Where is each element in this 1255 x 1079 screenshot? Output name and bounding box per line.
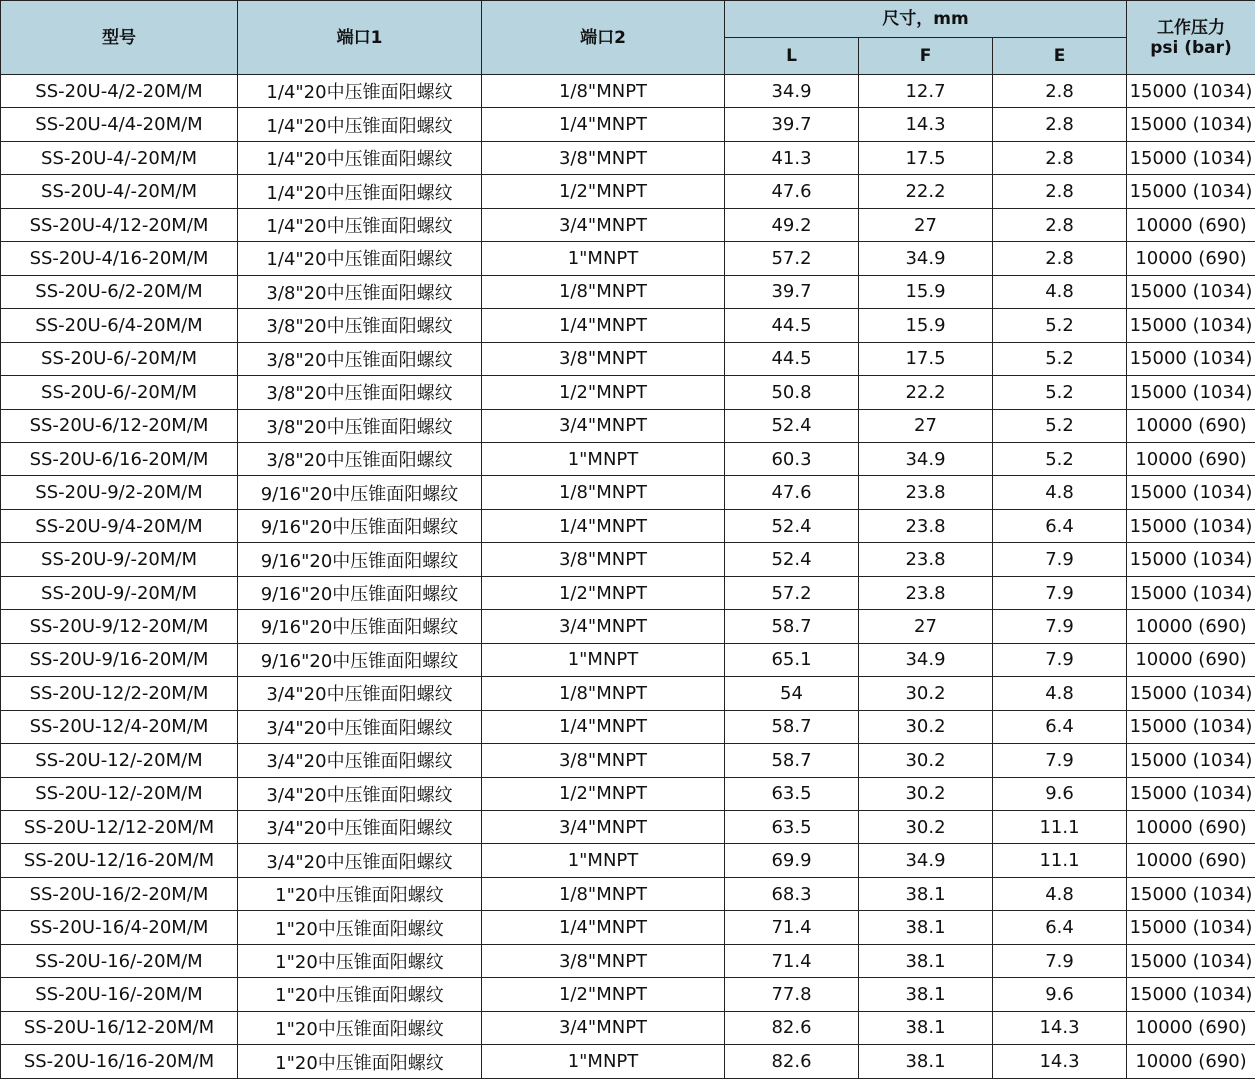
cell-port1: 9/16"20中压锥面阳螺纹 bbox=[238, 509, 482, 542]
cell-working-pressure: 15000 (1034) bbox=[1127, 978, 1255, 1011]
cell-size-l: 39.7 bbox=[725, 275, 859, 308]
cell-size-f: 22.2 bbox=[859, 175, 993, 208]
cell-size-l: 58.7 bbox=[725, 710, 859, 743]
cell-size-f: 30.2 bbox=[859, 810, 993, 843]
cell-port2: 1/8"MNPT bbox=[482, 275, 725, 308]
cell-port2: 1/8"MNPT bbox=[482, 677, 725, 710]
header-working-pressure bbox=[1127, 1, 1255, 75]
cell-model: SS-20U-12/-20M/M bbox=[1, 744, 238, 777]
cell-size-f: 30.2 bbox=[859, 677, 993, 710]
header-port1: 端口1 bbox=[238, 1, 482, 75]
cell-working-pressure: 15000 (1034) bbox=[1127, 141, 1255, 174]
cell-working-pressure: 10000 (690) bbox=[1127, 1011, 1255, 1044]
cell-port1: 1/4"20中压锥面阳螺纹 bbox=[238, 175, 482, 208]
cell-size-e: 5.2 bbox=[993, 309, 1127, 342]
cell-port2: 1"MNPT bbox=[482, 643, 725, 676]
table-header bbox=[1, 1, 1255, 75]
cell-size-l: 63.5 bbox=[725, 777, 859, 810]
table-row bbox=[1, 376, 1255, 409]
cell-working-pressure: 15000 (1034) bbox=[1127, 342, 1255, 375]
cell-model: SS-20U-9/2-20M/M bbox=[1, 476, 238, 509]
table-row bbox=[1, 543, 1255, 576]
cell-model: SS-20U-16/2-20M/M bbox=[1, 877, 238, 910]
table-row bbox=[1, 610, 1255, 643]
cell-size-e: 2.8 bbox=[993, 108, 1127, 141]
cell-port2: 1/4"MNPT bbox=[482, 108, 725, 141]
cell-size-f: 12.7 bbox=[859, 75, 993, 108]
cell-model: SS-20U-9/16-20M/M bbox=[1, 643, 238, 676]
table-row bbox=[1, 576, 1255, 609]
cell-port1: 1/4"20中压锥面阳螺纹 bbox=[238, 75, 482, 108]
cell-size-f: 14.3 bbox=[859, 108, 993, 141]
cell-port2: 1/8"MNPT bbox=[482, 476, 725, 509]
cell-size-e: 4.8 bbox=[993, 275, 1127, 308]
table-row bbox=[1, 677, 1255, 710]
cell-size-e: 9.6 bbox=[993, 978, 1127, 1011]
cell-size-e: 7.9 bbox=[993, 744, 1127, 777]
header-size-f: F bbox=[859, 38, 993, 75]
cell-working-pressure: 10000 (690) bbox=[1127, 242, 1255, 275]
cell-port1: 1/4"20中压锥面阳螺纹 bbox=[238, 242, 482, 275]
cell-size-f: 38.1 bbox=[859, 911, 993, 944]
cell-size-f: 34.9 bbox=[859, 643, 993, 676]
cell-model: SS-20U-4/16-20M/M bbox=[1, 242, 238, 275]
cell-size-f: 30.2 bbox=[859, 744, 993, 777]
cell-model: SS-20U-4/12-20M/M bbox=[1, 208, 238, 241]
cell-size-l: 47.6 bbox=[725, 175, 859, 208]
cell-size-l: 47.6 bbox=[725, 476, 859, 509]
table-row bbox=[1, 877, 1255, 910]
cell-size-e: 9.6 bbox=[993, 777, 1127, 810]
table-row bbox=[1, 1045, 1255, 1079]
cell-model: SS-20U-9/4-20M/M bbox=[1, 509, 238, 542]
cell-size-f: 38.1 bbox=[859, 978, 993, 1011]
table-row bbox=[1, 409, 1255, 442]
cell-size-l: 54 bbox=[725, 677, 859, 710]
cell-working-pressure: 10000 (690) bbox=[1127, 810, 1255, 843]
cell-size-e: 7.9 bbox=[993, 576, 1127, 609]
cell-size-e: 7.9 bbox=[993, 610, 1127, 643]
cell-port2: 1/4"MNPT bbox=[482, 309, 725, 342]
cell-working-pressure: 15000 (1034) bbox=[1127, 509, 1255, 542]
cell-size-e: 2.8 bbox=[993, 141, 1127, 174]
table-row bbox=[1, 75, 1255, 108]
cell-port2: 1/2"MNPT bbox=[482, 175, 725, 208]
cell-size-e: 2.8 bbox=[993, 208, 1127, 241]
cell-port1: 1"20中压锥面阳螺纹 bbox=[238, 877, 482, 910]
table-row bbox=[1, 844, 1255, 877]
table-row bbox=[1, 476, 1255, 509]
table-row bbox=[1, 744, 1255, 777]
cell-working-pressure: 10000 (690) bbox=[1127, 1045, 1255, 1079]
cell-port2: 1"MNPT bbox=[482, 242, 725, 275]
cell-size-l: 71.4 bbox=[725, 911, 859, 944]
cell-working-pressure: 15000 (1034) bbox=[1127, 944, 1255, 977]
cell-model: SS-20U-6/-20M/M bbox=[1, 342, 238, 375]
cell-size-e: 2.8 bbox=[993, 242, 1127, 275]
table-row bbox=[1, 777, 1255, 810]
cell-model: SS-20U-9/-20M/M bbox=[1, 576, 238, 609]
cell-model: SS-20U-4/-20M/M bbox=[1, 141, 238, 174]
cell-port1: 9/16"20中压锥面阳螺纹 bbox=[238, 576, 482, 609]
table-row bbox=[1, 175, 1255, 208]
cell-size-e: 14.3 bbox=[993, 1045, 1127, 1079]
cell-working-pressure: 10000 (690) bbox=[1127, 409, 1255, 442]
cell-port2: 1/4"MNPT bbox=[482, 710, 725, 743]
header-port2: 端口2 bbox=[482, 1, 725, 75]
cell-working-pressure: 15000 (1034) bbox=[1127, 911, 1255, 944]
cell-model: SS-20U-12/4-20M/M bbox=[1, 710, 238, 743]
cell-size-e: 5.2 bbox=[993, 342, 1127, 375]
table-row bbox=[1, 710, 1255, 743]
cell-working-pressure: 15000 (1034) bbox=[1127, 175, 1255, 208]
cell-size-l: 50.8 bbox=[725, 376, 859, 409]
cell-model: SS-20U-6/12-20M/M bbox=[1, 409, 238, 442]
cell-size-f: 38.1 bbox=[859, 1011, 993, 1044]
cell-port1: 3/8"20中压锥面阳螺纹 bbox=[238, 275, 482, 308]
cell-size-e: 2.8 bbox=[993, 75, 1127, 108]
cell-working-pressure: 10000 (690) bbox=[1127, 610, 1255, 643]
cell-size-l: 44.5 bbox=[725, 309, 859, 342]
cell-size-f: 15.9 bbox=[859, 275, 993, 308]
cell-port1: 1/4"20中压锥面阳螺纹 bbox=[238, 208, 482, 241]
table-body bbox=[1, 75, 1255, 1079]
cell-size-f: 22.2 bbox=[859, 376, 993, 409]
cell-model: SS-20U-12/-20M/M bbox=[1, 777, 238, 810]
table-row bbox=[1, 1011, 1255, 1044]
cell-size-l: 71.4 bbox=[725, 944, 859, 977]
cell-port2: 1/2"MNPT bbox=[482, 376, 725, 409]
cell-size-l: 52.4 bbox=[725, 409, 859, 442]
cell-size-e: 4.8 bbox=[993, 677, 1127, 710]
cell-size-l: 34.9 bbox=[725, 75, 859, 108]
cell-size-f: 34.9 bbox=[859, 242, 993, 275]
cell-size-e: 2.8 bbox=[993, 175, 1127, 208]
cell-model: SS-20U-16/4-20M/M bbox=[1, 911, 238, 944]
cell-model: SS-20U-12/16-20M/M bbox=[1, 844, 238, 877]
cell-model: SS-20U-12/2-20M/M bbox=[1, 677, 238, 710]
cell-working-pressure: 15000 (1034) bbox=[1127, 744, 1255, 777]
cell-port2: 1/8"MNPT bbox=[482, 877, 725, 910]
table-row bbox=[1, 944, 1255, 977]
cell-working-pressure: 10000 (690) bbox=[1127, 442, 1255, 475]
table-row bbox=[1, 978, 1255, 1011]
cell-size-e: 5.2 bbox=[993, 409, 1127, 442]
cell-size-e: 7.9 bbox=[993, 543, 1127, 576]
cell-port2: 1/2"MNPT bbox=[482, 576, 725, 609]
cell-port2: 3/4"MNPT bbox=[482, 208, 725, 241]
cell-size-f: 38.1 bbox=[859, 877, 993, 910]
cell-size-f: 23.8 bbox=[859, 476, 993, 509]
cell-model: SS-20U-9/12-20M/M bbox=[1, 610, 238, 643]
cell-model: SS-20U-16/-20M/M bbox=[1, 944, 238, 977]
cell-port2: 3/4"MNPT bbox=[482, 810, 725, 843]
cell-size-f: 23.8 bbox=[859, 509, 993, 542]
table-row bbox=[1, 208, 1255, 241]
cell-port1: 3/8"20中压锥面阳螺纹 bbox=[238, 309, 482, 342]
cell-size-f: 27 bbox=[859, 208, 993, 241]
cell-port1: 3/8"20中压锥面阳螺纹 bbox=[238, 342, 482, 375]
cell-size-f: 15.9 bbox=[859, 309, 993, 342]
cell-port2: 3/8"MNPT bbox=[482, 944, 725, 977]
cell-working-pressure: 15000 (1034) bbox=[1127, 376, 1255, 409]
cell-port2: 3/4"MNPT bbox=[482, 409, 725, 442]
cell-size-f: 17.5 bbox=[859, 141, 993, 174]
cell-size-f: 34.9 bbox=[859, 844, 993, 877]
cell-port2: 1/2"MNPT bbox=[482, 777, 725, 810]
cell-size-e: 6.4 bbox=[993, 509, 1127, 542]
cell-port1: 3/4"20中压锥面阳螺纹 bbox=[238, 777, 482, 810]
header-size-e: E bbox=[993, 38, 1127, 75]
header-size-group: 尺寸，mm bbox=[725, 1, 1127, 38]
cell-port2: 1/4"MNPT bbox=[482, 911, 725, 944]
cell-size-e: 7.9 bbox=[993, 643, 1127, 676]
cell-size-l: 82.6 bbox=[725, 1045, 859, 1079]
table-row bbox=[1, 911, 1255, 944]
cell-port2: 3/4"MNPT bbox=[482, 1011, 725, 1044]
cell-model: SS-20U-4/-20M/M bbox=[1, 175, 238, 208]
table-row bbox=[1, 509, 1255, 542]
header-pressure-line2: psi (bar) bbox=[1150, 37, 1232, 58]
cell-size-l: 52.4 bbox=[725, 509, 859, 542]
cell-port2: 1/2"MNPT bbox=[482, 978, 725, 1011]
cell-port1: 1/4"20中压锥面阳螺纹 bbox=[238, 108, 482, 141]
cell-port2: 3/8"MNPT bbox=[482, 342, 725, 375]
cell-working-pressure: 15000 (1034) bbox=[1127, 309, 1255, 342]
cell-port2: 3/8"MNPT bbox=[482, 141, 725, 174]
cell-port1: 9/16"20中压锥面阳螺纹 bbox=[238, 610, 482, 643]
cell-size-e: 7.9 bbox=[993, 944, 1127, 977]
cell-model: SS-20U-4/2-20M/M bbox=[1, 75, 238, 108]
cell-size-l: 63.5 bbox=[725, 810, 859, 843]
header-model: 型号 bbox=[1, 1, 238, 75]
cell-working-pressure: 10000 (690) bbox=[1127, 643, 1255, 676]
cell-size-e: 11.1 bbox=[993, 810, 1127, 843]
cell-size-f: 30.2 bbox=[859, 777, 993, 810]
cell-size-l: 65.1 bbox=[725, 643, 859, 676]
table-row bbox=[1, 275, 1255, 308]
cell-port1: 3/4"20中压锥面阳螺纹 bbox=[238, 744, 482, 777]
cell-working-pressure: 15000 (1034) bbox=[1127, 777, 1255, 810]
cell-port1: 3/8"20中压锥面阳螺纹 bbox=[238, 442, 482, 475]
cell-size-e: 5.2 bbox=[993, 376, 1127, 409]
cell-working-pressure: 10000 (690) bbox=[1127, 844, 1255, 877]
table-row bbox=[1, 342, 1255, 375]
cell-working-pressure: 15000 (1034) bbox=[1127, 75, 1255, 108]
cell-port2: 1/4"MNPT bbox=[482, 509, 725, 542]
cell-size-e: 4.8 bbox=[993, 476, 1127, 509]
cell-size-e: 11.1 bbox=[993, 844, 1127, 877]
table-row bbox=[1, 643, 1255, 676]
cell-port2: 1"MNPT bbox=[482, 844, 725, 877]
cell-port1: 1"20中压锥面阳螺纹 bbox=[238, 944, 482, 977]
cell-size-f: 27 bbox=[859, 409, 993, 442]
cell-model: SS-20U-6/4-20M/M bbox=[1, 309, 238, 342]
cell-working-pressure: 15000 (1034) bbox=[1127, 108, 1255, 141]
cell-port2: 1/8"MNPT bbox=[482, 75, 725, 108]
cell-model: SS-20U-16/-20M/M bbox=[1, 978, 238, 1011]
cell-size-l: 39.7 bbox=[725, 108, 859, 141]
cell-working-pressure: 15000 (1034) bbox=[1127, 543, 1255, 576]
cell-port1: 3/4"20中压锥面阳螺纹 bbox=[238, 810, 482, 843]
header-size-l: L bbox=[725, 38, 859, 75]
cell-port1: 3/8"20中压锥面阳螺纹 bbox=[238, 376, 482, 409]
cell-size-l: 57.2 bbox=[725, 576, 859, 609]
table-row bbox=[1, 141, 1255, 174]
cell-size-l: 57.2 bbox=[725, 242, 859, 275]
cell-size-e: 5.2 bbox=[993, 442, 1127, 475]
cell-model: SS-20U-12/12-20M/M bbox=[1, 810, 238, 843]
cell-port2: 1"MNPT bbox=[482, 1045, 725, 1079]
cell-size-l: 58.7 bbox=[725, 744, 859, 777]
cell-model: SS-20U-16/12-20M/M bbox=[1, 1011, 238, 1044]
cell-port2: 3/8"MNPT bbox=[482, 744, 725, 777]
cell-model: SS-20U-6/-20M/M bbox=[1, 376, 238, 409]
cell-port2: 3/4"MNPT bbox=[482, 610, 725, 643]
cell-model: SS-20U-6/2-20M/M bbox=[1, 275, 238, 308]
table-row bbox=[1, 810, 1255, 843]
cell-port2: 3/8"MNPT bbox=[482, 543, 725, 576]
header-row-top bbox=[1, 1, 1255, 38]
cell-size-l: 60.3 bbox=[725, 442, 859, 475]
cell-working-pressure: 15000 (1034) bbox=[1127, 710, 1255, 743]
cell-working-pressure: 15000 (1034) bbox=[1127, 476, 1255, 509]
cell-size-f: 30.2 bbox=[859, 710, 993, 743]
cell-size-l: 49.2 bbox=[725, 208, 859, 241]
cell-size-f: 38.1 bbox=[859, 944, 993, 977]
cell-size-f: 27 bbox=[859, 610, 993, 643]
cell-model: SS-20U-16/16-20M/M bbox=[1, 1045, 238, 1079]
cell-port1: 1"20中压锥面阳螺纹 bbox=[238, 1011, 482, 1044]
cell-port1: 1"20中压锥面阳螺纹 bbox=[238, 1045, 482, 1079]
cell-size-l: 69.9 bbox=[725, 844, 859, 877]
cell-port1: 1"20中压锥面阳螺纹 bbox=[238, 978, 482, 1011]
cell-size-f: 23.8 bbox=[859, 576, 993, 609]
cell-size-f: 23.8 bbox=[859, 543, 993, 576]
table-row bbox=[1, 242, 1255, 275]
cell-model: SS-20U-4/4-20M/M bbox=[1, 108, 238, 141]
cell-port1: 3/4"20中压锥面阳螺纹 bbox=[238, 844, 482, 877]
table-row bbox=[1, 309, 1255, 342]
cell-working-pressure: 15000 (1034) bbox=[1127, 275, 1255, 308]
cell-working-pressure: 10000 (690) bbox=[1127, 208, 1255, 241]
cell-port2: 1"MNPT bbox=[482, 442, 725, 475]
cell-port1: 3/4"20中压锥面阳螺纹 bbox=[238, 677, 482, 710]
cell-working-pressure: 15000 (1034) bbox=[1127, 576, 1255, 609]
cell-size-l: 52.4 bbox=[725, 543, 859, 576]
cell-size-f: 34.9 bbox=[859, 442, 993, 475]
cell-size-l: 41.3 bbox=[725, 141, 859, 174]
cell-port1: 3/4"20中压锥面阳螺纹 bbox=[238, 710, 482, 743]
cell-port1: 1/4"20中压锥面阳螺纹 bbox=[238, 141, 482, 174]
cell-model: SS-20U-9/-20M/M bbox=[1, 543, 238, 576]
cell-size-f: 38.1 bbox=[859, 1045, 993, 1079]
cell-port1: 3/8"20中压锥面阳螺纹 bbox=[238, 409, 482, 442]
cell-size-l: 77.8 bbox=[725, 978, 859, 1011]
cell-size-e: 4.8 bbox=[993, 877, 1127, 910]
cell-size-e: 14.3 bbox=[993, 1011, 1127, 1044]
cell-model: SS-20U-6/16-20M/M bbox=[1, 442, 238, 475]
table-row bbox=[1, 108, 1255, 141]
cell-size-l: 82.6 bbox=[725, 1011, 859, 1044]
cell-working-pressure: 15000 (1034) bbox=[1127, 677, 1255, 710]
cell-working-pressure: 15000 (1034) bbox=[1127, 877, 1255, 910]
cell-size-l: 68.3 bbox=[725, 877, 859, 910]
table-row bbox=[1, 442, 1255, 475]
cell-size-e: 6.4 bbox=[993, 911, 1127, 944]
cell-size-f: 17.5 bbox=[859, 342, 993, 375]
header-pressure-line1: 工作压力 bbox=[1157, 17, 1226, 38]
cell-port1: 1"20中压锥面阳螺纹 bbox=[238, 911, 482, 944]
cell-size-l: 44.5 bbox=[725, 342, 859, 375]
cell-port1: 9/16"20中压锥面阳螺纹 bbox=[238, 543, 482, 576]
cell-size-l: 58.7 bbox=[725, 610, 859, 643]
cell-port1: 9/16"20中压锥面阳螺纹 bbox=[238, 643, 482, 676]
cell-size-e: 6.4 bbox=[993, 710, 1127, 743]
cell-port1: 9/16"20中压锥面阳螺纹 bbox=[238, 476, 482, 509]
